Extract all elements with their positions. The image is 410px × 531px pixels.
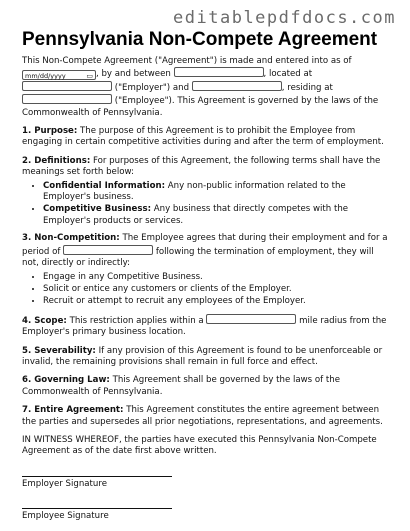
intro-text: ("Employer") and — [114, 82, 190, 93]
intro-text: , by and between — [96, 69, 171, 80]
intro-text: ("Employee"). This Agreement is governed by the laws of the Commonwealth of Pennsylvania. — [22, 96, 379, 118]
restrictions-list — [22, 272, 392, 308]
witness-paragraph: IN WITNESS WHEREOF, the parties have executed this Pennsylvania Non-Compete Agreement as of the date first above written. — [22, 434, 377, 457]
employee-signature-label: Employee Signature — [22, 511, 109, 522]
period-field[interactable] — [63, 245, 153, 255]
list-item — [43, 204, 392, 227]
section-label: 5. Severability: — [22, 345, 96, 356]
section-scope — [22, 314, 392, 339]
list-item: • Engage in any Competitive Business. — [43, 272, 392, 283]
section-definitions — [22, 156, 392, 179]
section-non-competition — [22, 233, 392, 269]
section-text: This Agreement shall be governed by the laws of the Commonwealth of Pennsylvania. — [22, 375, 341, 397]
agreement-body — [22, 56, 392, 523]
section-label: 4. Scope: — [22, 315, 67, 326]
section-text: For purposes of this Agreement, the following terms shall have the meanings set forth below: — [22, 155, 381, 178]
list-item — [43, 181, 392, 204]
definition-text: Any non-public information related to the Employer's business. — [43, 180, 346, 203]
section-entire-agreement — [22, 405, 392, 428]
employee-address-field[interactable] — [22, 94, 112, 104]
section-label: 6. Governing Law: — [22, 375, 110, 386]
list-item: • Solicit or entice any customers or clients of the Employer. — [43, 284, 392, 295]
section-text: The purpose of this Agreement is to prohibit the Employee from engaging in certain competitive activities during and after the term of employment. — [22, 126, 384, 148]
employee-signature-line[interactable] — [22, 508, 172, 509]
section-text: following the termination of employment, they will not, directly or indirectly: — [22, 246, 374, 269]
definition-term: Confidential Information: — [43, 180, 166, 191]
intro-paragraph — [22, 56, 392, 119]
intro-text: , residing at — [281, 82, 333, 93]
list-item: • Recruit or attempt to recruit any employees of the Employer. — [43, 296, 392, 307]
section-severability — [22, 346, 392, 369]
radius-field[interactable] — [206, 314, 296, 324]
section-label: 1. Purpose: — [22, 126, 78, 137]
section-text: If any provision of this Agreement is found to be unenforceable or invalid, the remaining provisions shall remain in full force and effect. — [22, 345, 383, 367]
section-governing-law — [22, 375, 392, 398]
section-label: 7. Entire Agreement: — [22, 405, 124, 416]
section-text: This Agreement constitutes the entire agreement between the parties and supersedes all prior negotiations, representations, and agreements. — [22, 405, 383, 427]
section-purpose — [22, 126, 392, 149]
section-label: 3. Non-Competition: — [22, 233, 120, 244]
definition-term: Competitive Business: — [43, 204, 152, 215]
employee-name-field[interactable] — [192, 81, 282, 91]
section-text: This restriction applies within a — [66, 315, 204, 326]
section-text: mile radius from the Employer's primary business location. — [22, 315, 387, 338]
section-label: 2. Definitions: — [22, 155, 91, 166]
site-watermark: editablepdfdocs.com — [173, 8, 396, 28]
definitions-list — [22, 181, 392, 228]
page-title: Pennsylvania Non-Compete Agreement — [22, 29, 378, 50]
date-placeholder: mm/dd/yyyy — [25, 72, 66, 81]
calendar-icon[interactable]: ▭ — [86, 72, 93, 81]
employer-address-field[interactable] — [22, 81, 112, 91]
employer-signature-line[interactable] — [22, 476, 172, 477]
intro-text: This Non-Compete Agreement ("Agreement") is made and entered into as of — [22, 56, 352, 66]
definition-text: Any business that directly competes with the Employer's products or services. — [43, 204, 349, 226]
agreement-date-field[interactable] — [22, 70, 96, 80]
section-text: The Employee agrees that during their employment and for a period of — [22, 233, 388, 257]
intro-text: , located at — [263, 69, 313, 80]
employer-name-field[interactable] — [174, 67, 264, 77]
employer-signature-label: Employer Signature — [22, 478, 107, 489]
